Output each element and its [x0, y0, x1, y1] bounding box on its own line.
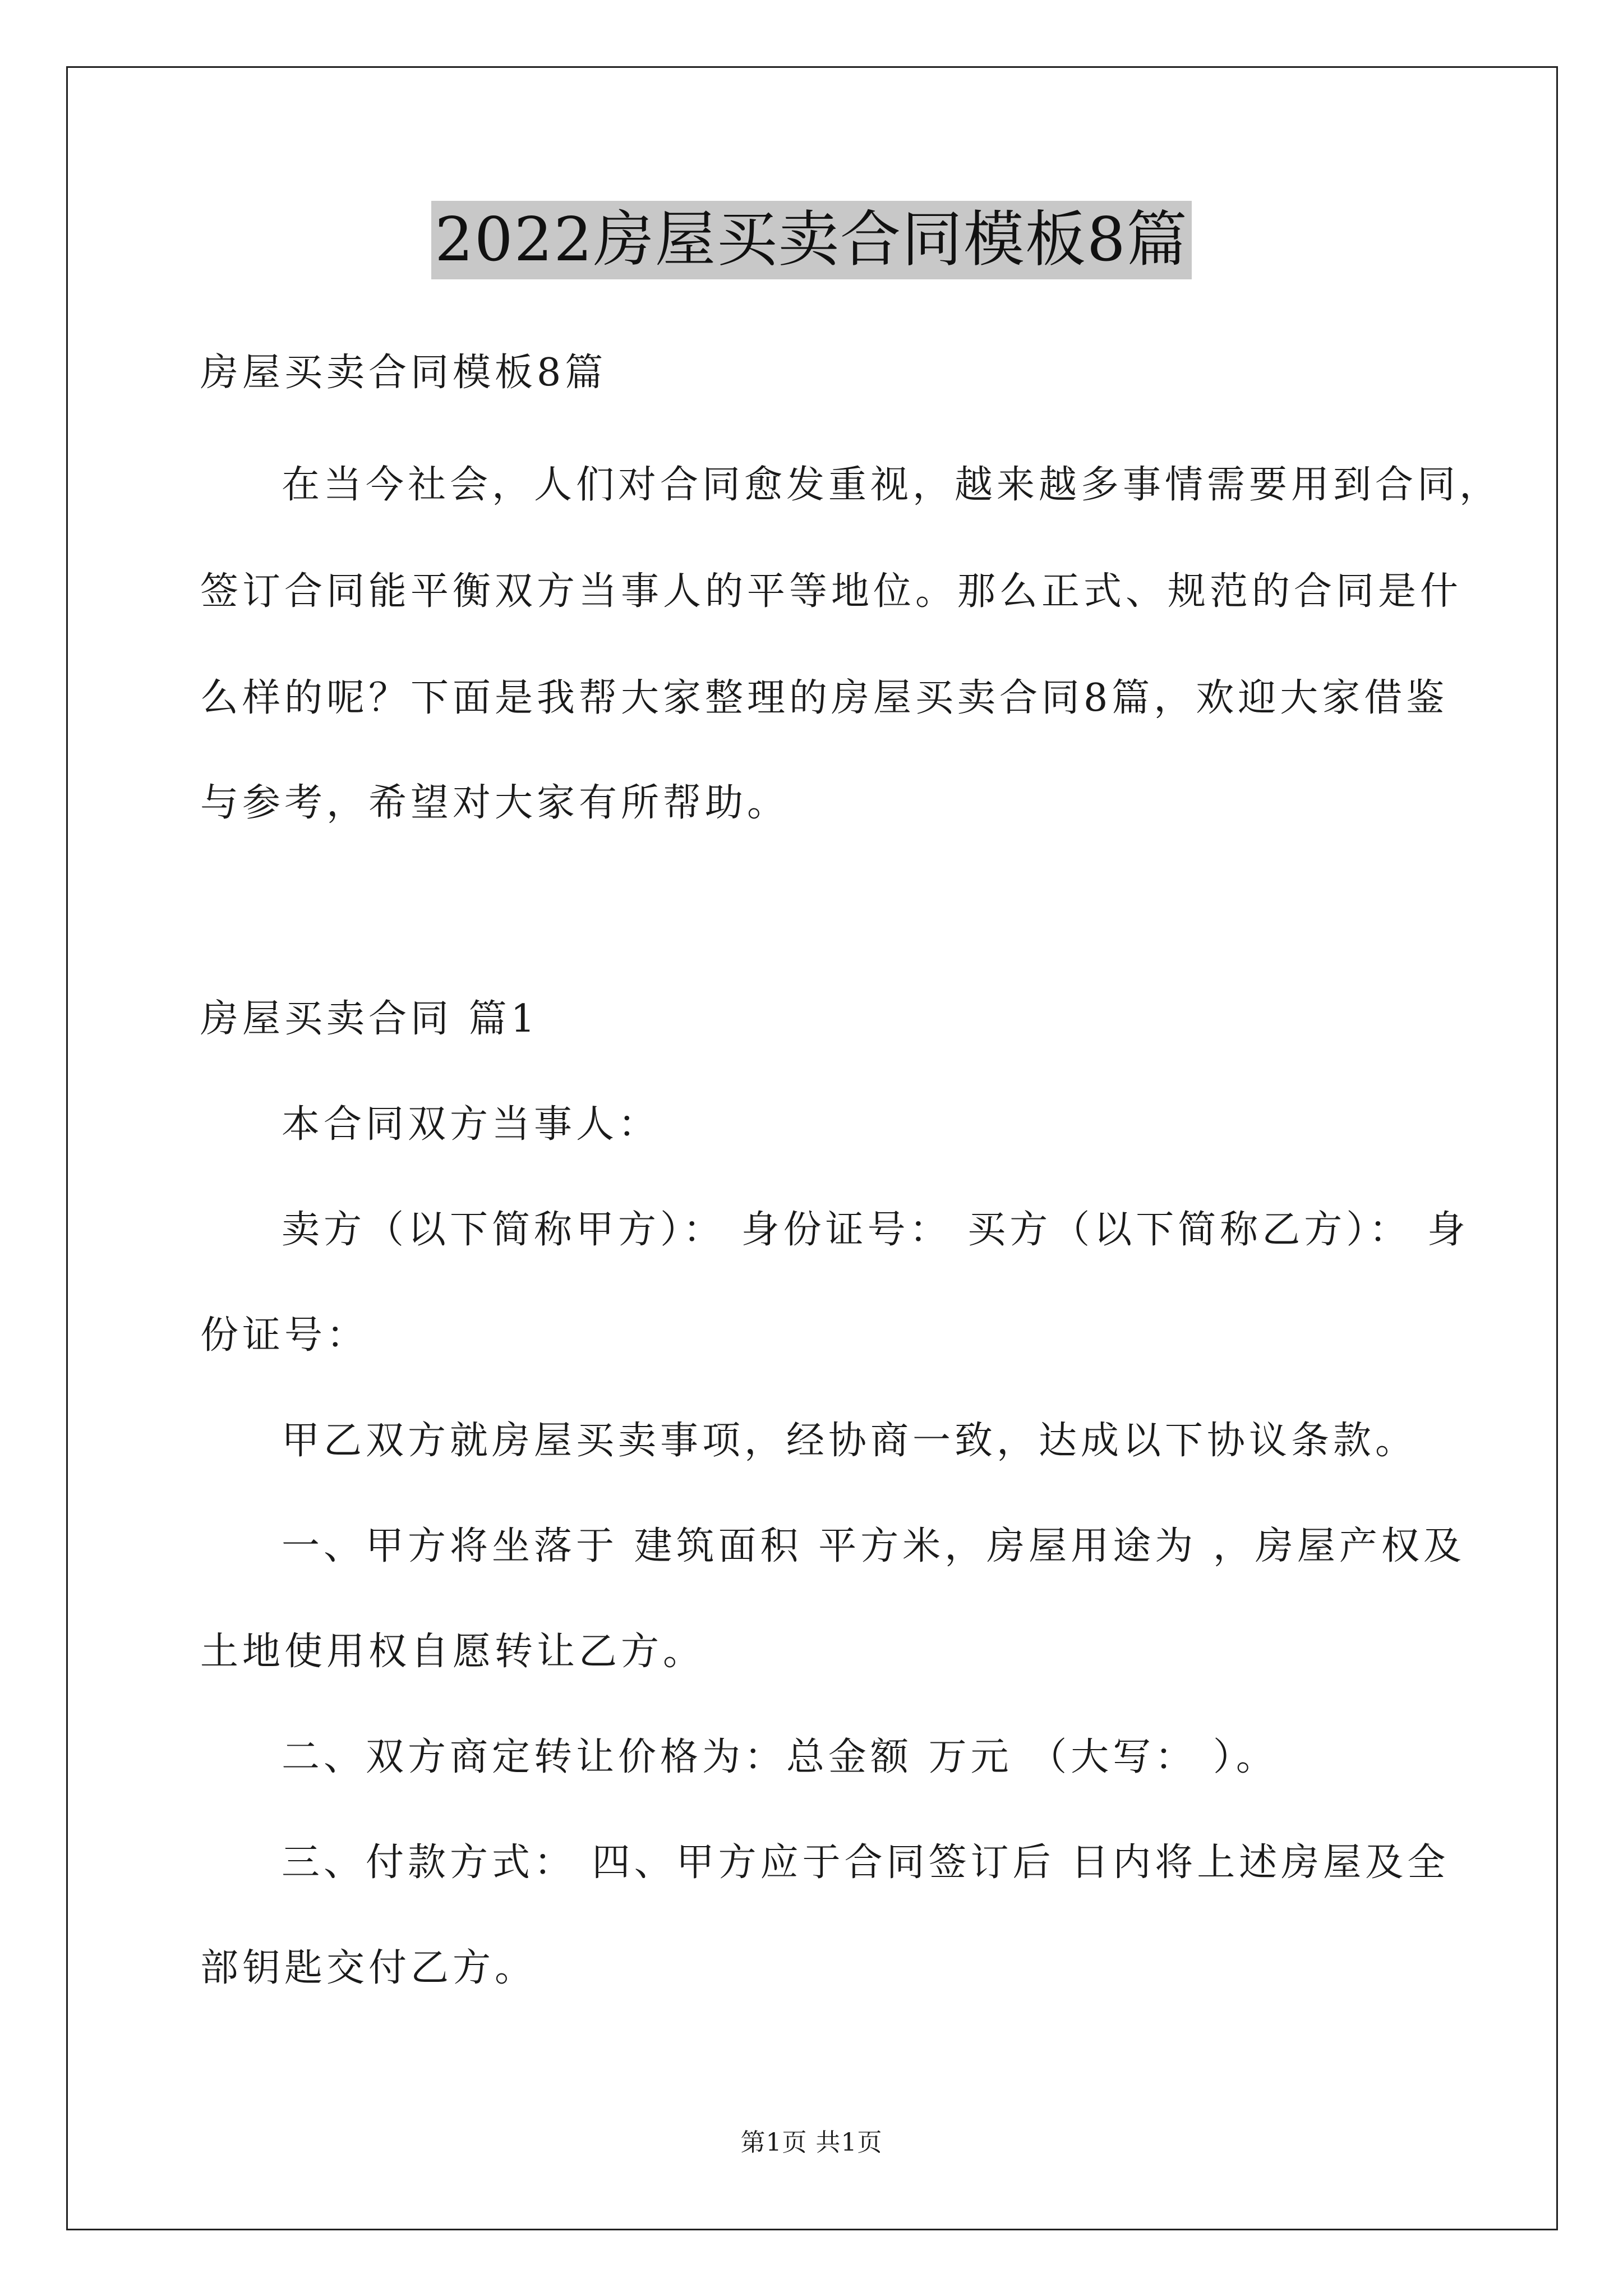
body-line-7: 二、双方商定转让价格为：总金额 万元 （大写： ）。: [282, 1735, 1278, 1779]
body-line-1: 本合同双方当事人：: [282, 1102, 661, 1147]
title-container: [0, 201, 1623, 279]
intro-line-4: 与参考，希望对大家有所帮助。: [200, 781, 790, 825]
intro-line-3: 么样的呢？下面是我帮大家整理的房屋买卖合同8篇，欢迎大家借鉴: [200, 676, 1449, 720]
document-title: 2022房屋买卖合同模板8篇: [431, 201, 1192, 279]
document-subtitle: 房屋买卖合同模板8篇: [200, 351, 607, 395]
intro-line-2: 签订合同能平衡双方当事人的平等地位。那么正式、规范的合同是什: [200, 569, 1463, 614]
body-line-8: 三、付款方式： 四、甲方应于合同签订后 日内将上述房屋及全: [282, 1841, 1450, 1885]
body-line-3: 份证号：: [200, 1313, 369, 1358]
page-footer: 第1页 共1页: [740, 2128, 883, 2157]
body-line-6: 土地使用权自愿转让乙方。: [200, 1630, 706, 1674]
body-line-4: 甲乙双方就房屋买卖事项，经协商一致，达成以下协议条款。: [282, 1419, 1418, 1463]
intro-line-1: 在当今社会，人们对合同愈发重视，越来越多事情需要用到合同，: [282, 463, 1502, 507]
body-line-2: 卖方（以下简称甲方）： 身份证号： 买方（以下简称乙方）： 身: [282, 1208, 1469, 1252]
body-line-5: 一、甲方将坐落于 建筑面积 平方米，房屋用途为 ，房屋产权及: [282, 1524, 1465, 1568]
body-line-9: 部钥匙交付乙方。: [200, 1946, 537, 1990]
section-heading: 房屋买卖合同 篇1: [200, 997, 539, 1041]
